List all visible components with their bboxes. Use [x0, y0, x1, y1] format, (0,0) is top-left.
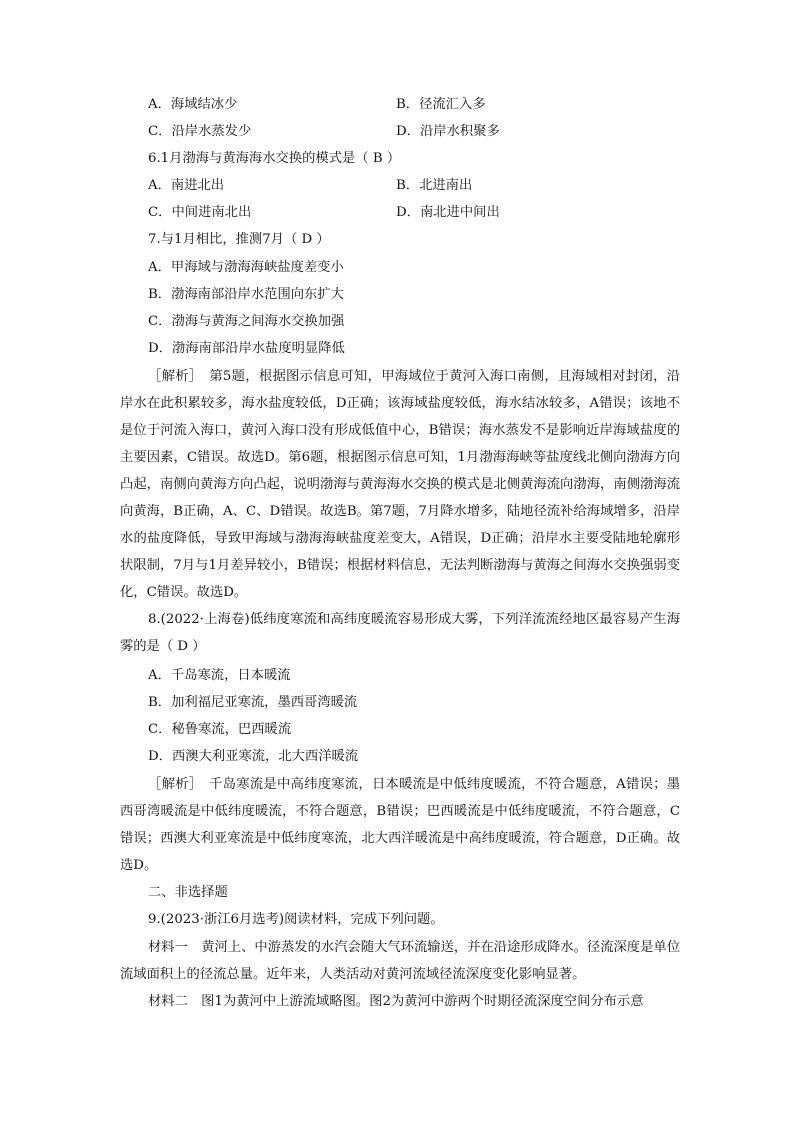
material-2: 材料二 图1为黄河中上游流域略图。图2为黄河中游两个时期径流深度空间分布示意 — [148, 994, 644, 1009]
option-b: B．径流汇入多 — [396, 97, 486, 112]
question-8-option-a: A．千岛寒流，日本暖流 — [148, 668, 291, 683]
question-6-option-c: C．中间进南北出 — [148, 205, 252, 220]
question-6-option-d: D．南北进中间出 — [396, 205, 500, 220]
option-c: C．沿岸水蒸发少 — [148, 124, 252, 139]
question-8-option-c: C．秘鲁寒流，巴西暖流 — [148, 722, 292, 737]
question-7-option-d: D．渤海南部沿岸水盐度明显降低 — [148, 341, 345, 356]
option-a: A．海域结冰少 — [148, 97, 238, 112]
question-8-option-b: B．加利福尼亚寒流，墨西哥湾暖流 — [148, 695, 358, 710]
question-9-stem: 9.(2023·浙江6月选考)阅读材料，完成下列问题。 — [148, 912, 444, 927]
question-7-stem: 7.与1月相比，推测7月（ D ） — [148, 232, 330, 247]
question-7-option-a: A．甲海域与渤海海峡盐度差变小 — [148, 260, 344, 275]
material-1: 材料一 黄河上、中游蒸发的水汽会随大气环流输送，并在沿途形成降水。径流深度是单位流域面积上的径流总量。近年来，人类活动对黄河流域径流深度变化影响显著。 — [120, 940, 680, 982]
question-8-stem: 8.(2022·上海卷)低纬度寒流和高纬度暖流容易形成大雾，下列洋流流经地区最容易产生海雾的是（ D ） — [120, 612, 680, 654]
question-6-option-b: B．北进南出 — [396, 178, 473, 193]
question-6-option-a: A．南进北出 — [148, 178, 225, 193]
question-7-option-b: B．渤海南部沿岸水范围向东扩大 — [148, 287, 344, 302]
section-heading: 二、非选择题 — [148, 885, 228, 900]
question-7-option-c: C．渤海与黄海之间海水交换加强 — [148, 314, 345, 329]
analysis-paragraph-2: ［解析］ 千岛寒流是中高纬度寒流，日本暖流是中低纬度暖流，不符合题意，A错误；墨西哥湾暖流是中低纬度暖流，不符合题意，B错误；巴西暖流是中低纬度暖流，不符合题意，C错误；西澳大利亚寒流是中低纬度寒流，北大西洋暖流是中高纬度暖流，符合题意，D正确。故选D。 — [120, 777, 680, 873]
analysis-paragraph-1: ［解析］ 第5题，根据图示信息可知，甲海域位于黄河入海口南侧，且海域相对封闭，沿岸水在此积累较多，海水盐度较低，D正确；该海域盐度较低，海水结冰较多，A错误；该地不是位于河流入海口，黄河入海口没有形成低值中心，B错误；海水蒸发不是影响近岸海域盐度的主要因素，C错误。故选D。第6题，根据图示信息可知，1月渤海海峡等盐度线北侧向渤海方向凸起，南侧向黄海方向凸起，说明渤海与黄海海水交换的模式是北侧黄海流向渤海，南侧渤海流向黄海，B正确，A、C、D错误。故选B。第7题，7月降水增多，陆地径流补给海域增多，沿岸水的盐度降低，导致甲海域与渤海海峡盐度差变大，A错误，D正确；沿岸水主要受陆地轮廓形状限制，7月与1月差异较小，B错误；根据材料信息，无法判断渤海与黄海之间海水交换强弱变化，C错误。故选D。 — [120, 369, 680, 600]
question-8-option-d: D．西澳大利亚寒流，北大西洋暖流 — [148, 749, 359, 764]
question-6-stem: 6.1月渤海与黄海海水交换的模式是（ B ） — [148, 151, 401, 166]
option-d: D．沿岸水积聚多 — [396, 124, 500, 139]
